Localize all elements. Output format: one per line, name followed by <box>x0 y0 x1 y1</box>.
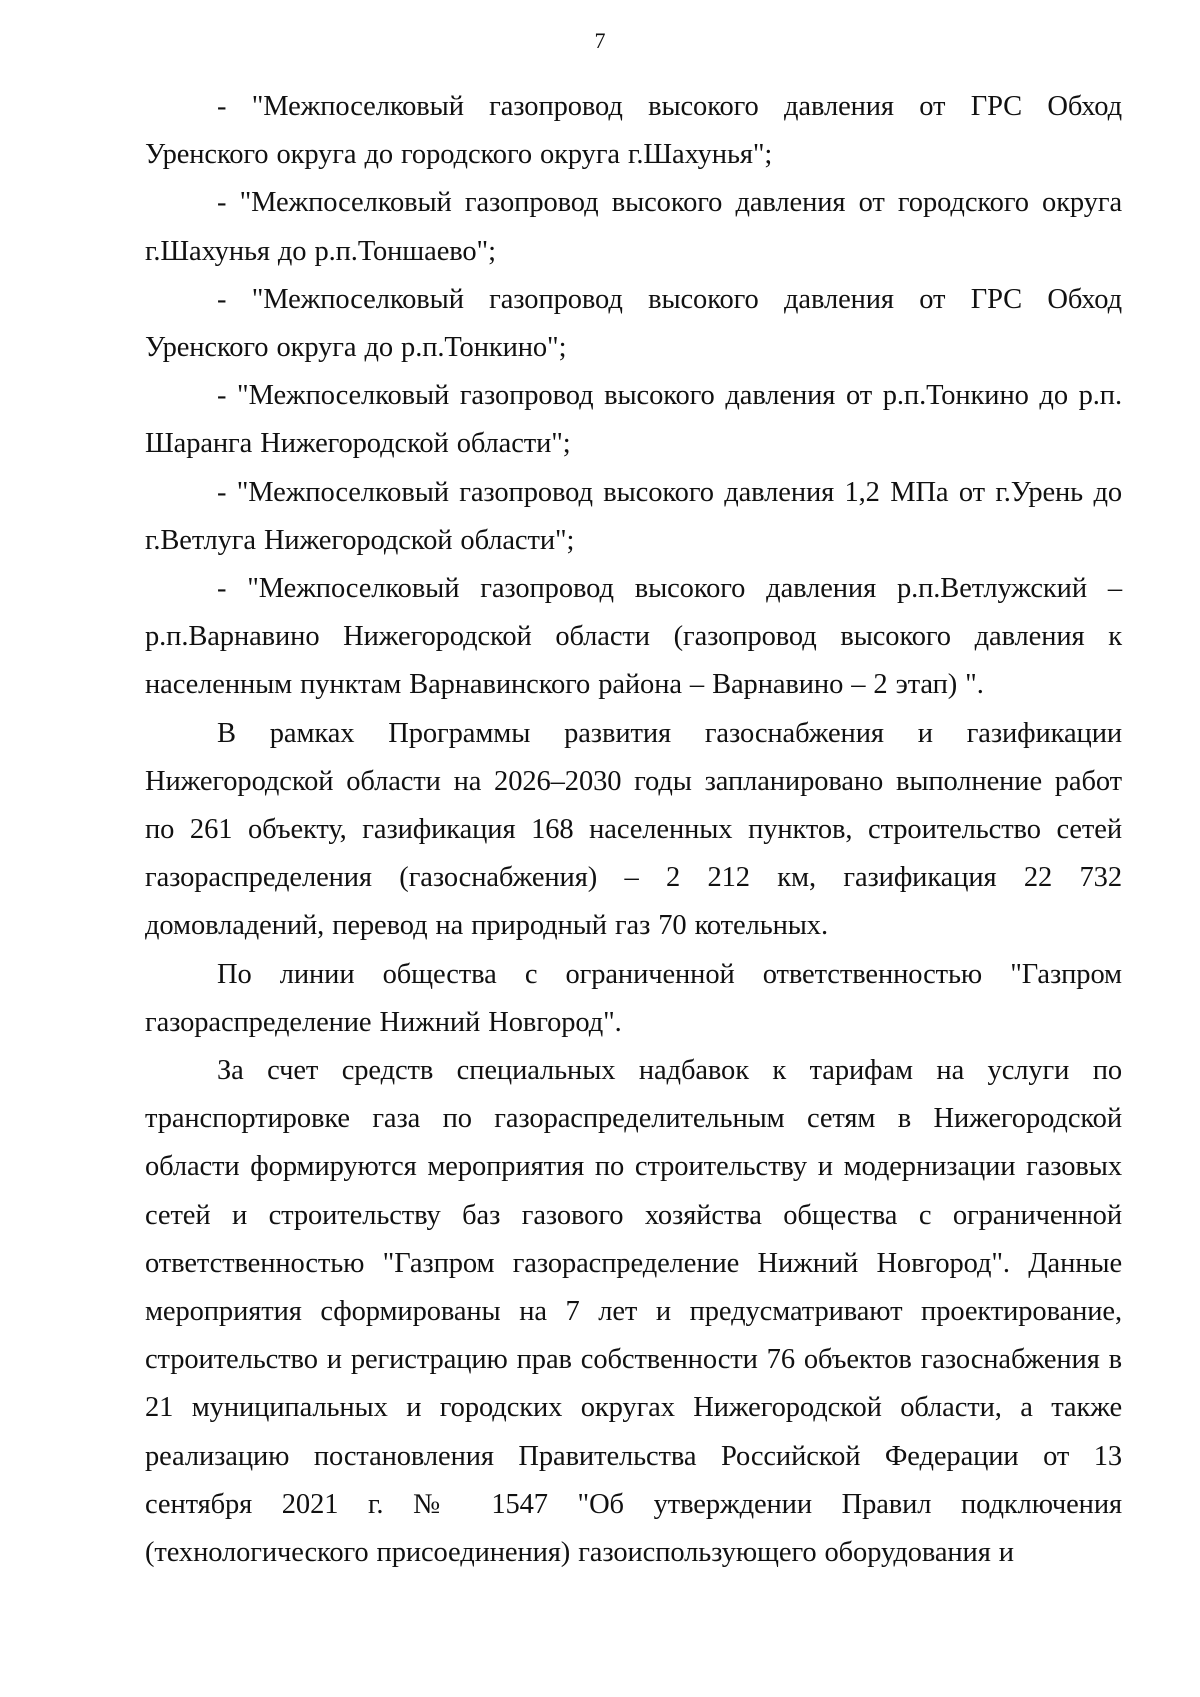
paragraph-pipeline-shakhunya-tonshaevo: - "Межпоселковый газопровод высокого давления от городского округа г.Шахунья до р.п.Тоншаево"; <box>145 187 1122 267</box>
paragraph-pipeline-uren-vetluga: - "Межпоселковый газопровод высокого давления 1,2 МПа от г.Урень до г.Ветлуга Нижегородской области"; <box>145 476 1122 556</box>
paragraph-special-surcharges: За счет средств специальных надбавок к тарифам на услуги по транспортировке газа по газораспределительным сетям в Нижегородской области формируются мероприятия по строительству и модернизации газовых сетей и строительству баз газового хозяйства общества с ограниченной ответственностью "Газпром газораспределение Нижний Новгород". Данные мероприятия сформированы на 7 лет и предусматривают проектирование, строительство и регистрацию прав собственности 76 объектов газоснабжения в 21 муниципальных и городских округах Нижегородской области, а также реализацию постановления Правительства Российской Федерации от 13 сентября 2021 г. № 1547 "Об утверждении Правил подключения (технологического присоединения) газоиспользующего оборудования и <box>145 1055 1122 1569</box>
paragraph-gasification-program: В рамках Программы развития газоснабжения и газификации Нижегородской области на 2026–2030 годы запланировано выполнение работ по 261 объекту, газификация 168 населенных пунктов, строительство сетей газораспределения (газоснабжения) – 2 212 км, газификация 22 732 домовладений, перевод на природный газ 70 котельных. <box>145 717 1122 942</box>
paragraph-pipeline-tonkino-sharanga: - "Межпоселковый газопровод высокого давления от р.п.Тонкино до р.п. Шаранга Нижегородской области"; <box>145 380 1122 460</box>
paragraph-pipeline-urensky-shakhunya: - "Межпоселковый газопровод высокого давления от ГРС Обход Уренского округа до городского округа г.Шахунья"; <box>145 91 1122 171</box>
paragraph-pipeline-vetluzhsky-varnavino: - "Межпоселковый газопровод высокого давления р.п.Ветлужский –р.п.Варнавино Нижегородской области (газопровод высокого давления к населенным пунктам Варнавинского района – Варнавино – 2 этап) ". <box>145 573 1122 701</box>
paragraph-gazprom-line: По линии общества с ограниченной ответственностью "Газпром газораспределение Нижний Новгород". <box>145 958 1122 1038</box>
document-body <box>145 83 1122 1577</box>
paragraph-pipeline-urensky-tonkino: - "Межпоселковый газопровод высокого давления от ГРС Обход Уренского округа до р.п.Тонкино"; <box>145 283 1122 364</box>
page-number: 7 <box>594 28 606 53</box>
